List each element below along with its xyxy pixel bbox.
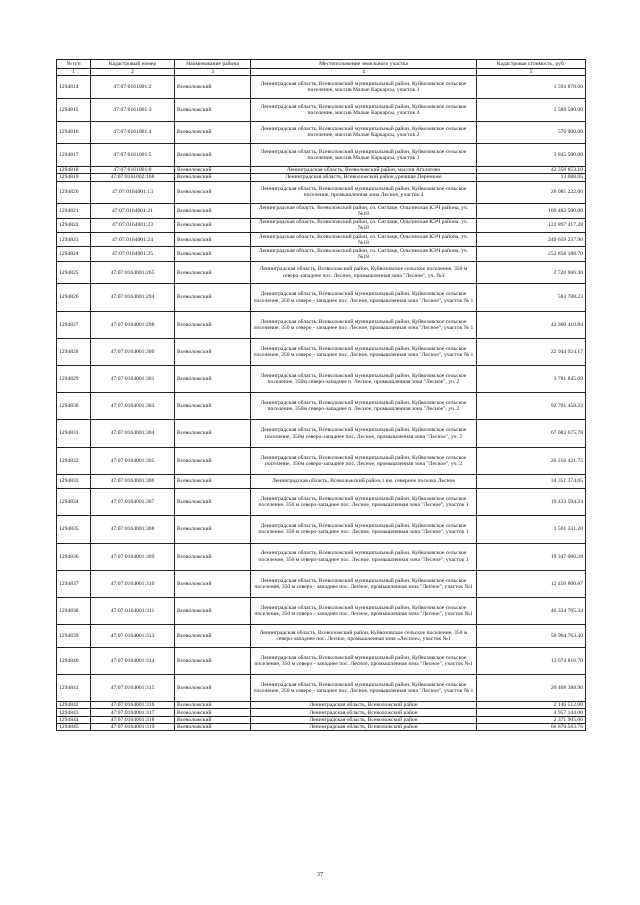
cadastral-number: 47:07:0164001:307 [91, 489, 175, 516]
cadastral-value: 12 450 800.67 [477, 570, 586, 597]
cadastral-number: 47:07:0161001:8 [91, 166, 175, 173]
cadastral-value: 19 347 080.28 [477, 543, 586, 570]
row-number: 1294817 [57, 144, 91, 167]
table-row [57, 121, 586, 144]
land-plot-location: Ленинградская область, Всеволожский район, оз. Сиглаце, Ольгинская КЭЧ района, уч. №18 [251, 247, 477, 261]
cadastral-number: 47:07:0164001:316 [91, 702, 175, 709]
cadastral-number: 47:07:0161001:2 [91, 76, 175, 99]
table-row [57, 516, 586, 543]
table-row [57, 181, 586, 204]
table-row [57, 675, 586, 702]
row-number: 1294821 [57, 204, 91, 218]
land-plot-location: Ленинградская область, Всеволожский муниципальный район, Куйвозовское сельское поселение, 350м северо-западнее п. Лесное, промышленная зона "Лесное", уч. 2 [251, 393, 477, 420]
cadastral-number: 47:07:0164001:308 [91, 516, 175, 543]
land-plot-location: Ленинградская область, Всеволожский район, оз. Сиглаце, Ольгинская КЭЧ района, уч. №18 [251, 204, 477, 218]
cadastral-value: 67 083 675.78 [477, 420, 586, 447]
row-number: 1294816 [57, 121, 91, 144]
row-number: 1294814 [57, 76, 91, 99]
district-name: Всеволожский [175, 516, 251, 543]
row-number: 1294818 [57, 166, 91, 173]
district-name: Всеволожский [175, 447, 251, 474]
row-number: 1294832 [57, 447, 91, 474]
table-row [57, 543, 586, 570]
row-number: 1294839 [57, 625, 91, 648]
table-row [57, 474, 586, 488]
table-row [57, 204, 586, 218]
cadastral-value: 13 088.05 [477, 174, 586, 181]
district-name: Всеволожский [175, 702, 251, 709]
cadastral-number: 47:07:0164001:311 [91, 597, 175, 624]
cadastral-number: 47:07:0164001:265 [91, 261, 175, 284]
cadastral-value: 42 360 410.84 [477, 311, 586, 338]
district-name: Всеволожский [175, 76, 251, 99]
cadastral-number: 47:07:0164001:301 [91, 366, 175, 393]
land-plot-location: Ленинградская область, Всеволожский район [251, 709, 477, 716]
cadastral-value: 583 708.23 [477, 284, 586, 311]
land-plot-location: Ленинградская область, Всеволожский район, массив Агалатово [251, 166, 477, 173]
cadastral-value: 109 482 500.00 [477, 204, 586, 218]
cadastral-number: 47:07:0164001:314 [91, 647, 175, 674]
land-plot-location: Ленинградская область, Всеволожский муниципальный район, Куйвозовское сельское поселение, 350 м северо - западнее пос. Лесное, промышленная зона "Лесное", участок №1 [251, 597, 477, 624]
land-plot-location: Ленинградская область, Всеволожский район [251, 702, 477, 709]
land-plot-location: Ленинградская область, Всеволожский муниципальный район, Куйвозовское сельское поселение, 350 м северо-западнее пос. Лесное, промышленная зона "Лесное", участок 1 [251, 516, 477, 543]
cadastral-value: 50 964 763.40 [477, 625, 586, 648]
table-row [57, 702, 586, 709]
cadastral-number: 47:07:0164001:21 [91, 204, 175, 218]
header-cadastral-value: Кадастровая стоимость, руб. [477, 60, 586, 69]
district-name: Всеволожский [175, 489, 251, 516]
column-number: 3 [175, 69, 251, 76]
table-row [57, 647, 586, 674]
district-name: Всеволожский [175, 311, 251, 338]
table-row [57, 489, 586, 516]
land-plot-location: Ленинградская область, Всеволожский муниципальный район, Куйвозовское сельское поселение, 350 м северо-западнее пос. Лесное, промышленная зона "Лесное", участок 1 [251, 489, 477, 516]
table-body [57, 76, 586, 731]
land-plot-location: Ленинградская область, Всеволожский муниципальный район, Куйвозовское сельское поселение, массив Малые Каркарсы, участок 1 [251, 144, 477, 167]
district-name: Всеволожский [175, 338, 251, 365]
district-name: Всеволожский [175, 625, 251, 648]
row-number: 1294833 [57, 474, 91, 488]
land-plot-location: Ленинградская область, Всеволожский муниципальный район, Куйвозовское сельское поселение, массив Малые Каркарсы, участок 4 [251, 98, 477, 121]
land-plot-location: Ленинградская область, Всеволожский муниципальный район, Куйвозовское сельское поселение, 350 м северо - западнее пос. Лесное, промышленная зона "Лесное", участок №1 [251, 570, 477, 597]
row-number: 1294843 [57, 709, 91, 716]
land-plot-location: Ленинградская область, Всеволожский район, Куйвозовское сельское поселение, 350 м северо-западнее пос. Лесное, промышленная зона "Лесное", уч. №3 [251, 261, 477, 284]
district-name: Всеволожский [175, 393, 251, 420]
row-number: 1294841 [57, 675, 91, 702]
header-location: Местоположение земельного участка [251, 60, 477, 69]
table-column-number-row [57, 69, 586, 76]
district-name: Всеволожский [175, 261, 251, 284]
land-plot-location: Ленинградская область, Всеволожский район, Куйвозовское сельское поселение, 350 м северо-западнее пос. Лесное, промышленная зона «Лесное», участок №1 [251, 625, 477, 648]
district-name: Всеволожский [175, 474, 251, 488]
land-plot-location: Ленинградская область, Всеволожский муниципальный район, Куйвозовское сельское поселение, 350 м северо - западнее пос. Лесное, промышленная зона "Лесное", участок № 1 [251, 311, 477, 338]
table-row [57, 98, 586, 121]
district-name: Всеволожский [175, 366, 251, 393]
district-name: Всеволожский [175, 420, 251, 447]
cadastral-number: 47:07:0164001:300 [91, 338, 175, 365]
header-number: № п/п [57, 60, 91, 69]
row-number: 1294840 [57, 647, 91, 674]
table-row [57, 218, 586, 232]
land-plot-location: Ленинградская область, Всеволожский муниципальный район, Куйвозовское сельское поселение, 350 м северо - западнее пос. Лесное, промышленная зона "Лесное", участок №1 [251, 647, 477, 674]
land-plot-location: Ленинградская область, Всеволожский муниципальный район, Куйвозовское сельское поселение, 350м северо-западнее пос. Лесное, промышленная зона "Лесное", уч. 2 [251, 420, 477, 447]
cadastral-number: 47:07:0161001:3 [91, 98, 175, 121]
district-name: Всеволожский [175, 166, 251, 173]
table-row [57, 716, 586, 723]
district-name: Всеволожский [175, 597, 251, 624]
table-row [57, 393, 586, 420]
cadastral-value: 22 944 924.17 [477, 338, 586, 365]
row-number: 1294829 [57, 366, 91, 393]
land-plot-location: Ленинградская область, Всеволожский муниципальный район, Куйвозовское сельское поселение, 350 м северо - западнее пос. Лесное, промышленная зона "Лесное", участок № 1 [251, 284, 477, 311]
row-number: 1294825 [57, 261, 91, 284]
cadastral-number: 47:07:0164001:318 [91, 716, 175, 723]
district-name: Всеволожский [175, 233, 251, 247]
cadastral-value: 3 781 845.69 [477, 366, 586, 393]
cadastral-value: 1 594 878.60 [477, 76, 586, 99]
row-number: 1294826 [57, 284, 91, 311]
district-name: Всеволожский [175, 144, 251, 167]
cadastral-value: 122 897 417.28 [477, 218, 586, 232]
cadastral-value: 20 468 388.90 [477, 675, 586, 702]
row-number: 1294828 [57, 338, 91, 365]
column-number: 5 [477, 69, 586, 76]
table-row [57, 166, 586, 173]
cadastral-value: 26 256 421.75 [477, 447, 586, 474]
row-number: 1294834 [57, 489, 91, 516]
row-number: 1294831 [57, 420, 91, 447]
district-name: Всеволожский [175, 247, 251, 261]
land-plot-location: Ленинградская область, Всеволожский муниципальный район, Куйвозовское сельское поселение, промышленная зона Лесное, участок 4 [251, 181, 477, 204]
land-plot-location: Ленинградская область, Всеволожский район [251, 724, 477, 731]
land-plot-location: Ленинградская область, Всеволожский район [251, 716, 477, 723]
row-number: 1294836 [57, 543, 91, 570]
cadastral-value-table [56, 59, 586, 731]
row-number: 1294819 [57, 174, 91, 181]
land-plot-location: Ленинградская область, Всеволожский муниципальный район, Куйвозовское сельское поселение, 350 м северо-западнее пос. Лесное, промышленная зона "Лесное", участок 1 [251, 543, 477, 570]
cadastral-number: 47:07:0164001:306 [91, 474, 175, 488]
cadastral-number: 47:07:0164001:313 [91, 625, 175, 648]
cadastral-value: 42 358 853.10 [477, 166, 586, 173]
land-plot-location: Ленинградская область, Всеволожский муниципальный район, Куйвозовское сельское поселение, 350м северо-западнее п. Лесное, промышленная зона "Лесное", уч. 2 [251, 366, 477, 393]
land-plot-location: Ленинградская область, Всеволожский район,урочище Переможе [251, 174, 477, 181]
row-number: 1294837 [57, 570, 91, 597]
land-plot-location: Ленинградская область, Всеволожский район,1 км. северное поселка Лесное [251, 474, 477, 488]
cadastral-value: 252 858 188.70 [477, 247, 586, 261]
row-number: 1294827 [57, 311, 91, 338]
cadastral-value: 576 900.00 [477, 121, 586, 144]
cadastral-number: 47:07:0164001:309 [91, 543, 175, 570]
row-number: 1294822 [57, 218, 91, 232]
cadastral-number: 47:07:0164001:24 [91, 233, 175, 247]
district-name: Всеволожский [175, 570, 251, 597]
cadastral-value: 3 845 500.00 [477, 144, 586, 167]
land-plot-location: Ленинградская область, Всеволожский район, оз. Сиглаце, Ольгинская КЭЧ района, уч. №18 [251, 218, 477, 232]
cadastral-number: 47:07:0164001:13 [91, 181, 175, 204]
cadastral-value: 2 720 666.40 [477, 261, 586, 284]
table-row [57, 338, 586, 365]
header-cadastral-number: Кадастровый номер [91, 60, 175, 69]
table-row [57, 76, 586, 99]
district-name: Всеволожский [175, 284, 251, 311]
district-name: Всеволожский [175, 181, 251, 204]
cadastral-value: 26 085 222.00 [477, 181, 586, 204]
table-row [57, 233, 586, 247]
cadastral-value: 13 074 816.70 [477, 647, 586, 674]
page-number: 37 [316, 871, 324, 878]
table-header-row [57, 60, 586, 69]
district-name: Всеволожский [175, 675, 251, 702]
row-number: 1294820 [57, 181, 91, 204]
land-plot-location: Ленинградская область, Всеволожский муниципальный район, Куйвозовское сельское поселение, 350м северо-западнее пос. Лесное, промышленная зона "Лесное", уч. 2 [251, 447, 477, 474]
cadastral-value: 19 433 594.24 [477, 489, 586, 516]
cadastral-number: 47:07:0161002:168 [91, 174, 175, 181]
table-row [57, 709, 586, 716]
land-plot-location: Ленинградская область, Всеволожский муниципальный район, Куйвозовское сельское поселение, массив Малые Каркарсы, участок 3 [251, 76, 477, 99]
cadastral-value: 92 701 458.22 [477, 393, 586, 420]
header-district: Наименование района [175, 60, 251, 69]
row-number: 1294838 [57, 597, 91, 624]
table-row [57, 597, 586, 624]
cadastral-value: 2 371 905.00 [477, 716, 586, 723]
cadastral-number: 47:07:0164001:319 [91, 724, 175, 731]
row-number: 1294815 [57, 98, 91, 121]
table-row [57, 144, 586, 167]
row-number: 1294830 [57, 393, 91, 420]
table-row [57, 570, 586, 597]
district-name: Всеволожский [175, 121, 251, 144]
column-number: 1 [57, 69, 91, 76]
land-plot-location: Ленинградская область, Всеволожский муниципальный район, Куйвозовское сельское поселение, массив Малые Каркарсы, участок 2 [251, 121, 477, 144]
cadastral-number: 47:07:0164001:304 [91, 420, 175, 447]
cadastral-number: 47:07:0161001:5 [91, 144, 175, 167]
land-plot-location: Ленинградская область, Всеволожский муниципальный район, Куйвозовское сельское поселение, 350 м северо - западнее пос. Лесное, промышленная зона "Лесное", участок № 1 [251, 338, 477, 365]
cadastral-number: 47:07:0161001:4 [91, 121, 175, 144]
table-row [57, 366, 586, 393]
row-number: 1294823 [57, 233, 91, 247]
row-number: 1294824 [57, 247, 91, 261]
district-name: Всеволожский [175, 709, 251, 716]
district-name: Всеволожский [175, 174, 251, 181]
row-number: 1294835 [57, 516, 91, 543]
cadastral-value: 1 561 331.20 [477, 516, 586, 543]
cadastral-value: 34 351 374.05 [477, 474, 586, 488]
cadastral-value: 2 146 512.00 [477, 702, 586, 709]
cadastral-number: 47:07:0164001:310 [91, 570, 175, 597]
table-row [57, 447, 586, 474]
district-name: Всеволожский [175, 204, 251, 218]
table-row [57, 284, 586, 311]
cadastral-value: 46 334 705.34 [477, 597, 586, 624]
row-number: 1294845 [57, 724, 91, 731]
district-name: Всеволожский [175, 724, 251, 731]
table-row [57, 420, 586, 447]
cadastral-number: 47:07:0164001:23 [91, 218, 175, 232]
cadastral-number: 47:07:0164001:317 [91, 709, 175, 716]
cadastral-number: 47:07:0164001:303 [91, 393, 175, 420]
cadastral-value: 66 870 563.76 [477, 724, 586, 731]
land-plot-location: Ленинградская область, Всеволожский муниципальный район, Куйвозовское сельское поселение, 350 м северо - западнее пос. Лесное, промышленная зона "Лесное", участок № 1 [251, 675, 477, 702]
table-row [57, 174, 586, 181]
column-number: 4 [251, 69, 477, 76]
cadastral-value: 249 659 237.90 [477, 233, 586, 247]
district-name: Всеволожский [175, 98, 251, 121]
table-row [57, 311, 586, 338]
district-name: Всеволожский [175, 543, 251, 570]
cadastral-value: 4 957 144.00 [477, 709, 586, 716]
table-row [57, 261, 586, 284]
cadastral-number: 47:07:0164001:298 [91, 311, 175, 338]
district-name: Всеволожский [175, 218, 251, 232]
row-number: 1294844 [57, 716, 91, 723]
cadastral-number: 47:07:0164001:294 [91, 284, 175, 311]
row-number: 1294842 [57, 702, 91, 709]
district-name: Всеволожский [175, 716, 251, 723]
district-name: Всеволожский [175, 647, 251, 674]
cadastral-number: 47:07:0164001:305 [91, 447, 175, 474]
land-plot-location: Ленинградская область, Всеволожский район, оз. Сиглаце, Ольгинская КЭЧ района, уч. №18 [251, 233, 477, 247]
cadastral-number: 47:07:0164001:25 [91, 247, 175, 261]
table-row [57, 625, 586, 648]
table-row [57, 247, 586, 261]
table-row [57, 724, 586, 731]
cadastral-value: 1 589 580.00 [477, 98, 586, 121]
cadastral-number: 47:07:0164001:315 [91, 675, 175, 702]
column-number: 2 [91, 69, 175, 76]
